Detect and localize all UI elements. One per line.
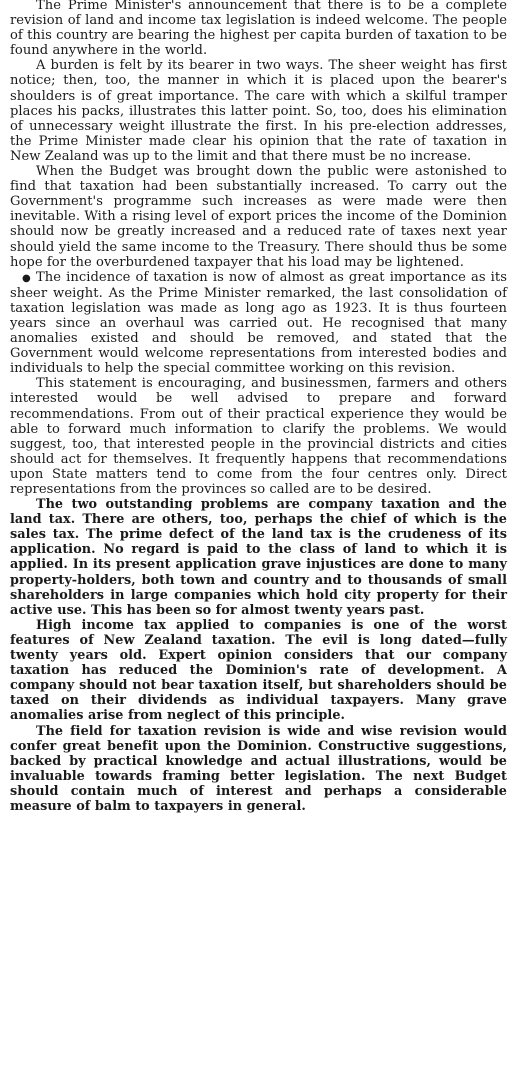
paragraph-3: When the Budget was brought down the public were astonished to find that taxation had been substantially increased. To carry out the Government's programme such increases as were made were then inevitable. With a rising level of export prices the income of the Dominion should now be greatly increased and a reduced rate of taxes next year should yield the same income to the Treasury. There should thus be some hope for the overburdened taxpayer that his load may be lightened. <box>10 164 507 270</box>
paragraph-5: This statement is encouraging, and businessmen, farmers and others interested would be well advised to prepare and forward recommendations. From out of their practical experience they would be able to forward much information to clarify the problems. We would suggest, too, that interested people in the provincial districts and cities should act for themselves. It frequently happens that recommendations upon State matters tend to come from the four centres only. Direct representations from the provinces so called are to be desired. <box>10 376 507 497</box>
paragraph-2: A burden is felt by its bearer in two ways. The sheer weight has first notice; then, too, the manner in which it is placed upon the bearer's shoulders is of great importance. The care with which a skilful tramper places his packs, illustrates this latter point. So, too, does his elimination of unnecessary weight illustrate the first. In his pre-election addresses, the Prime Minister made clear his opinion that the rate of taxation in New Zealand was up to the limit and that there must be no increase. <box>10 58 507 164</box>
editorial-article <box>10 0 507 814</box>
paragraph-7: High income tax applied to companies is one of the worst features of New Zealand taxation. The evil is long dated—fully twenty years old. Expert opinion considers that our company taxation has reduced the Dominion's rate of development. A company should not bear taxation itself, but shareholders should be taxed on their dividends as individual taxpayers. Many grave anomalies arise from neglect of this principle. <box>10 617 507 724</box>
bullet-icon: ● <box>22 272 31 284</box>
paragraph-4 <box>10 270 507 377</box>
paragraph-4-text: The incidence of taxation is now of almost as great importance as its sheer weight. As the Prime Minister remarked, the last consolidation of taxation legislation was made as long ago as 1923. It is thus fourteen years since an overhaul was carried out. He recognised that many anomalies existed and should be removed, and stated that the Government would welcome representations from interested bodies and individuals to help the special committee working on this revision. <box>10 269 507 377</box>
paragraph-1: The Prime Minister's announcement that there is to be a complete revision of land and income tax legislation is indeed welcome. The people of this country are bearing the highest per capita burden of taxation to be found anywhere in the world. <box>10 0 507 59</box>
paragraph-6: The two outstanding problems are company taxation and the land tax. There are others, too, perhaps the chief of which is the sales tax. The prime defect of the land tax is the crudeness of its application. No regard is paid to the class of land to which it is applied. In its present application grave injustices are done to many property-holders, both town and country and to thousands of small shareholders in large companies which hold city property for their active use. This has been so for almost twenty years past. <box>10 497 507 618</box>
paragraph-8: The field for taxation revision is wide and wise revision would confer great benefit upon the Dominion. Constructive suggestions, backed by practical knowledge and actual illustrations, would be invaluable towards framing better legislation. The next Budget should contain much of interest and perhaps a considerable measure of balm to taxpayers in general. <box>10 723 507 814</box>
